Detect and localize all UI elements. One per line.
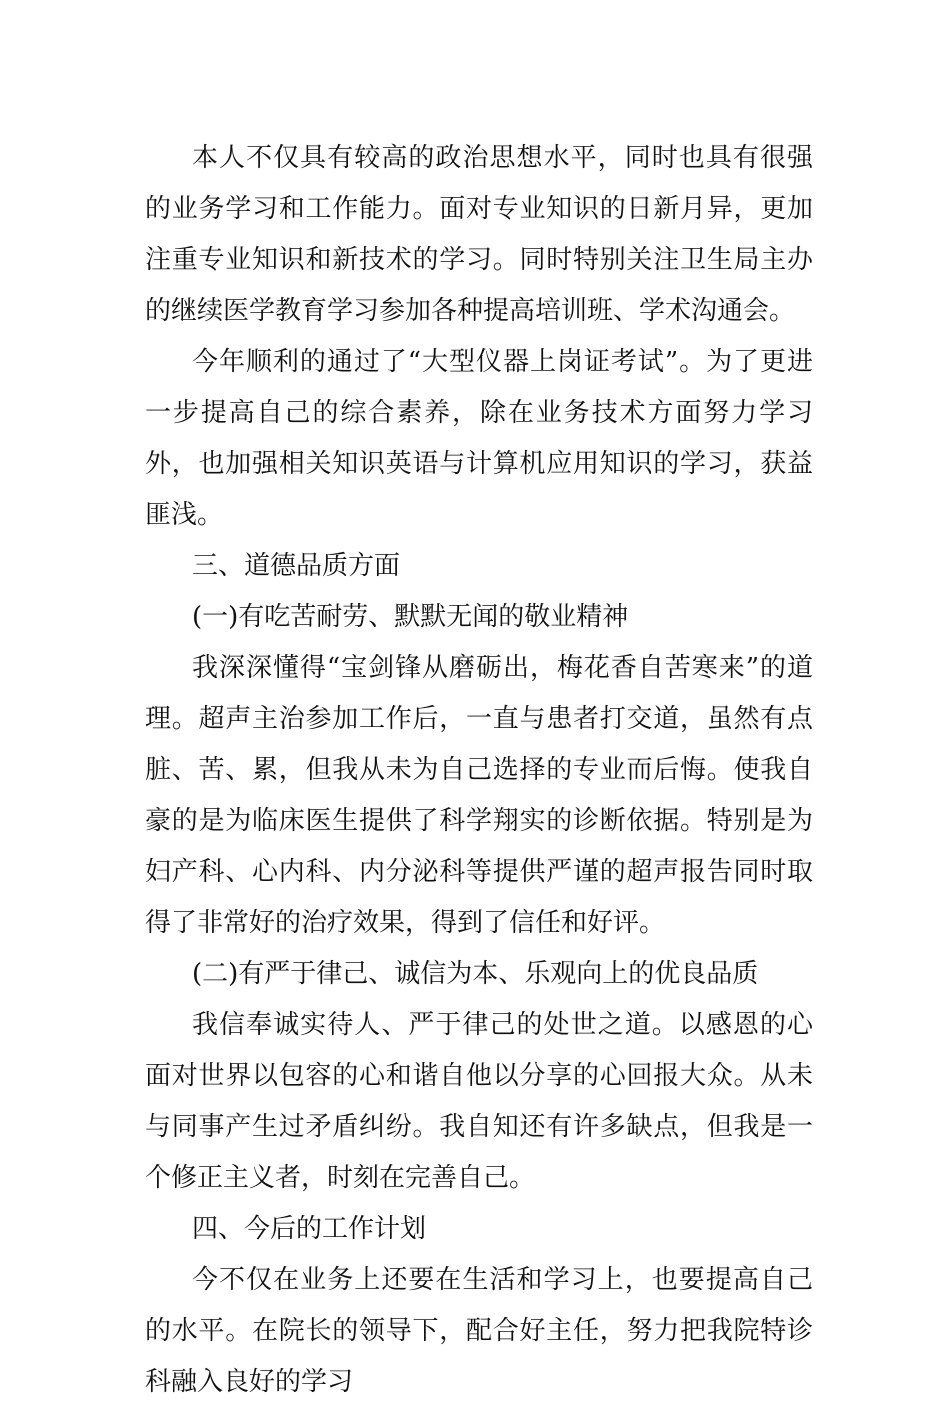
paragraph-certificate-exam: 今年顺利的通过了“大型仪器上岗证考试”。为了更进一步提高自己的综合素养，除在业务技术方面努力学习外，也加强相关知识英语与计算机应用知识的学习，获益匪浅。 bbox=[145, 347, 813, 530]
subheading-dedication: (一)有吃苦耐劳、默默无闻的敬业精神 bbox=[192, 602, 629, 632]
paragraph-work-plan: 今不仅在业务上还要在生活和学习上，也要提高自己的水平。在院长的领导下，配合好主任，努力把我院特诊科融入良好的学习 bbox=[145, 1265, 813, 1397]
section-heading-moral-quality: 三、道德品质方面 bbox=[192, 551, 401, 581]
subheading-integrity: (二)有严于律己、诚信为本、乐观向上的优良品质 bbox=[192, 959, 759, 989]
paragraph-dedication: 我深深懂得“宝剑锋从磨砺出，梅花香自苦寒来”的道理。超声主治参加工作后，一直与患者打交道，虽然有点脏、苦、累，但我从未为自己选择的专业而后悔。使我自豪的是为临床医生提供了科学翔实的诊断依据。特别是为妇产科、心内科、内分泌科等提供严谨的超声报告同时取得了非常好的治疗效果，得到了信任和好评。 bbox=[145, 653, 813, 938]
document-body bbox=[145, 133, 813, 1408]
paragraph-integrity: 我信奉诚实待人、严于律己的处世之道。以感恩的心面对世界以包容的心和谐自他以分享的心回报大众。从未与同事产生过矛盾纠纷。我自知还有许多缺点，但我是一个修正主义者，时刻在完善自己。 bbox=[145, 1010, 813, 1193]
paragraph-professional-ability: 本人不仅具有较高的政治思想水平，同时也具有很强的业务学习和工作能力。面对专业知识的日新月异，更加注重专业知识和新技术的学习。同时特别关注卫生局主办的继续医学教育学习参加各种提高培训班、学术沟通会。 bbox=[145, 143, 813, 326]
section-heading-work-plan: 四、今后的工作计划 bbox=[192, 1214, 427, 1244]
